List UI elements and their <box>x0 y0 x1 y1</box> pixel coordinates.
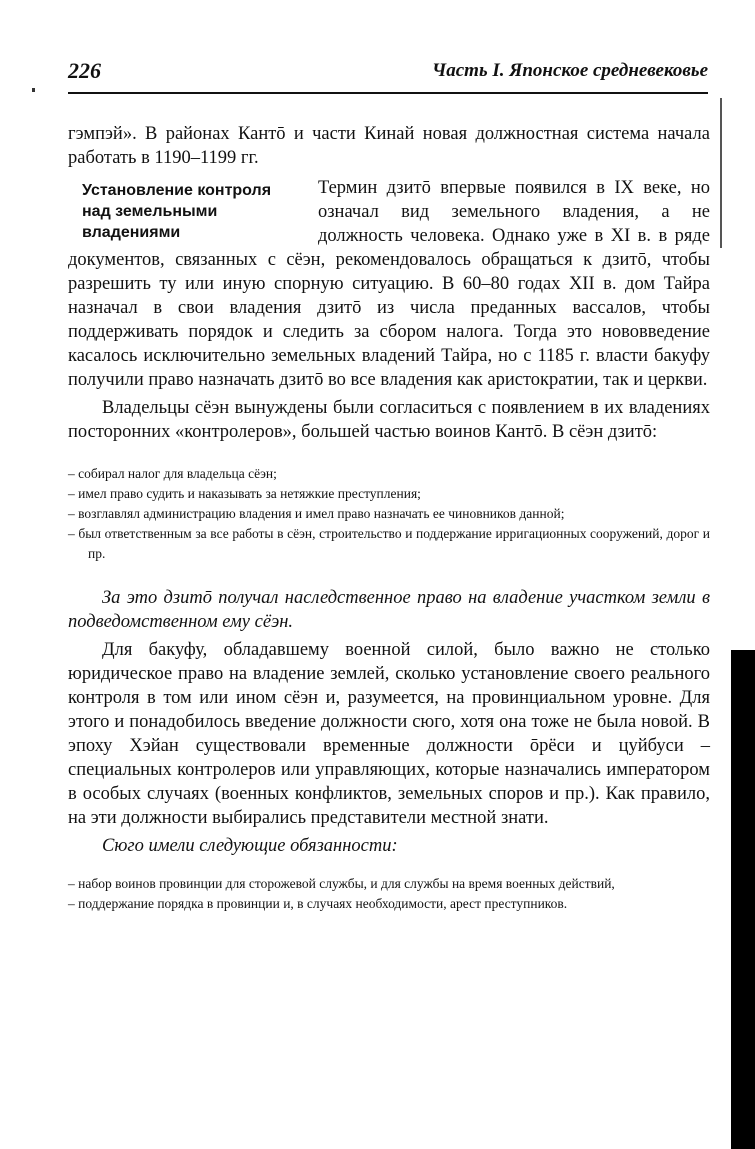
scan-speck <box>32 88 35 92</box>
list-item: – имел право судить и наказывать за нетяжкие преступления; <box>68 486 421 501</box>
side-heading: Установление контроля над земельными владениями <box>82 182 272 241</box>
page-number: 226 <box>68 58 101 83</box>
paragraph-4: За это дзитō получал наследственное право на владение участком земли в подведомственном ему сёэн. <box>68 588 710 632</box>
list-item: – возглавлял администрацию владения и имел право назначать ее чиновников данной; <box>68 506 565 521</box>
paragraph-5: Для бакуфу, обладавшему военной силой, было важно не столько юридическое право на владение землей, сколько установление своего реального контроля в том или ином сёэн и, разумеется, на провинциальном уровне. Для этого и понадобилось введение должности сюго, хотя она тоже не была новой. В эпоху Хэйан существовали временные должности ōрёси и цуйбуси – специальных контролеров или управляющих, которые назначались императором в особых случаях (военных конфликтов, земельных споров и пр.). Как правило, на эти должности выбирались представители местной знати. <box>68 640 710 828</box>
paragraph-6: Сюго имели следующие обязанности: <box>102 836 398 856</box>
list-item: – был ответственным за все работы в сёэн, строительство и поддержание ирригационных сооружений, дорог и пр. <box>68 526 710 561</box>
paragraph-3: Владельцы сёэн вынуждены были согласиться с появлением в их владениях посторонних «контролеров», большей частью воинов Кантō. В сёэн дзитō: <box>68 398 710 442</box>
list-item: – набор воинов провинции для сторожевой службы, и для службы на время военных действий, <box>68 876 615 891</box>
running-title: Часть I. Японское средневековье <box>432 60 708 81</box>
shugo-duties-list <box>68 874 710 914</box>
paragraph-1: гэмпэй». В районах Кантō и части Кинай новая должностная система начала работать в 1190–1199 гг. <box>68 124 710 168</box>
list-item: – собирал налог для владельца сёэн; <box>68 466 277 481</box>
scan-edge-shadow <box>731 650 755 1149</box>
dzito-duties-list <box>68 464 710 564</box>
page-header <box>68 56 708 94</box>
paragraph-2: Термин дзитō впервые появился в IX веке, но означал вид земельного владения, а не должность человека. Однако уже в XI в. в ряде документов, связанных с сёэн, рекомендовалось обращаться к дзитō, чтобы разрешить ту или иную спорную ситуацию. В 60–80 годах XII в. дом Тайра назначал в свои владения дзитō из числа преданных вассалов, чтобы поддерживать порядок и следить за сбором налога. Тогда это нововведение касалось исключительно земельных владений Тайра, но с 1185 г. власти бакуфу получили право назначать дзитō во все владения как аристократии, так и церкви. <box>68 178 710 390</box>
list-item: – поддержание порядка в провинции и, в случаях необходимости, арест преступников. <box>68 896 568 911</box>
page-body <box>68 122 710 914</box>
scan-edge-line <box>720 98 722 248</box>
